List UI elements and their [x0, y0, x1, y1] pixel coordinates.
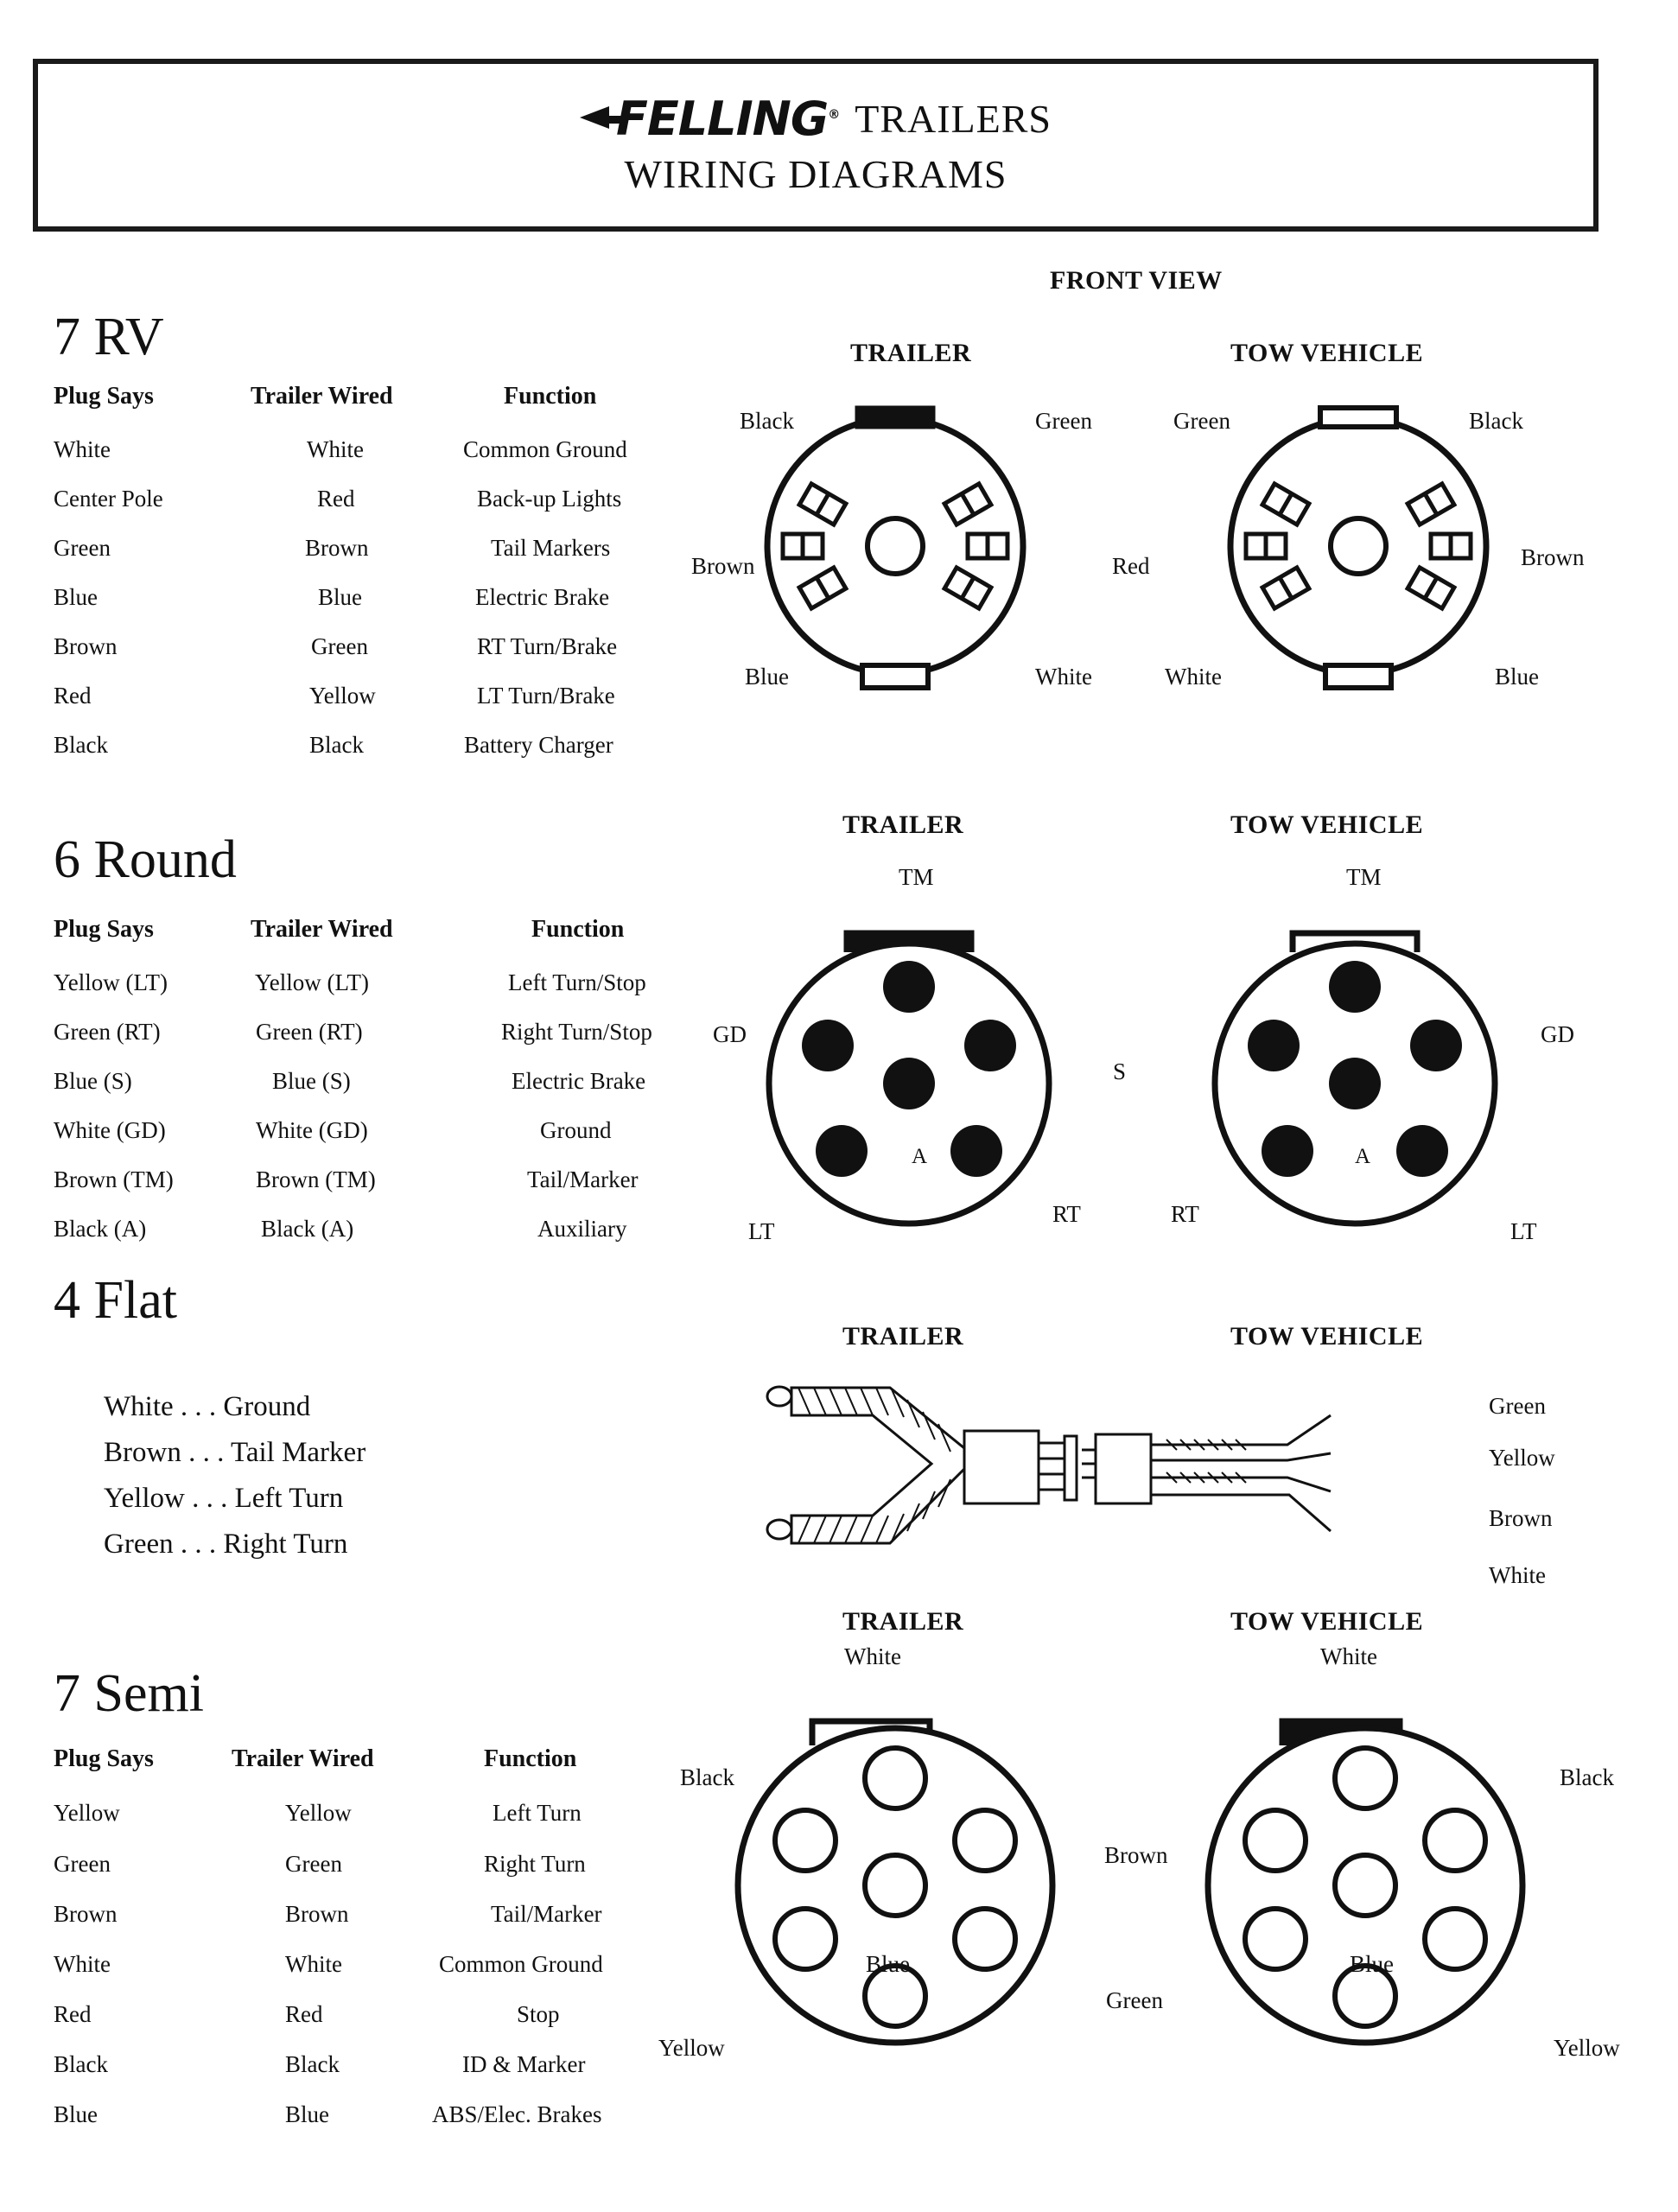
pin-7rv-trailer-bottom-right: White — [1035, 664, 1092, 690]
pin-7s-brown: Brown — [1104, 1842, 1168, 1868]
cell-7s-2-1: Brown — [285, 1901, 349, 1927]
pin-7rv-tow-bottom-right: Blue — [1495, 664, 1539, 690]
pin-6r-tow-a: A — [1355, 1145, 1371, 1168]
cell-7rv-6-1: Black — [309, 732, 364, 758]
header-wiring — [624, 151, 1007, 197]
cell-6r-5-2: Auxiliary — [537, 1216, 627, 1242]
cell-7s-1-0: Green — [54, 1851, 111, 1877]
label-trailer-7semi: TRAILER — [842, 1607, 964, 1636]
cell-7rv-5-2: LT Turn/Brake — [477, 683, 615, 709]
cell-6r-4-0: Brown (TM) — [54, 1166, 174, 1192]
cell-6r-3-0: White (GD) — [54, 1117, 166, 1143]
flat-line-1: Brown . . . Tail Marker — [104, 1437, 366, 1468]
pin-7rv-trailer-bottom-left: Blue — [745, 664, 789, 690]
cell-6r-4-1: Brown (TM) — [256, 1166, 376, 1192]
pin-7s-tow-yellow: Yellow — [1554, 2035, 1620, 2061]
brand-row — [580, 91, 1052, 146]
section-title-4flat: 4 Flat — [54, 1271, 177, 1330]
label-tow-7rv: TOW VEHICLE — [1230, 339, 1424, 367]
cell-7s-6-1: Blue — [285, 2101, 329, 2127]
flat-line-0: White . . . Ground — [104, 1391, 311, 1422]
col-head-function-7rv: Function — [504, 383, 597, 410]
cell-6r-3-1: White (GD) — [256, 1117, 368, 1143]
cell-6r-0-2: Left Turn/Stop — [508, 969, 646, 995]
wire-label-yellow: Yellow — [1489, 1445, 1555, 1471]
cell-7rv-0-1: White — [307, 436, 364, 462]
cell-7s-4-2: Stop — [517, 2001, 560, 2027]
cell-7s-5-0: Black — [54, 2051, 108, 2077]
label-tow-6r: TOW VEHICLE — [1230, 810, 1424, 839]
pin-7rv-trailer-top-left: Black — [740, 408, 794, 434]
cell-7rv-0-2: Common Ground — [463, 436, 627, 462]
cell-7s-0-1: Yellow — [285, 1800, 352, 1826]
felling-logo — [580, 91, 840, 146]
cell-7rv-6-0: Black — [54, 732, 108, 758]
wire-label-white: White — [1489, 1562, 1546, 1588]
cell-7s-6-2: ABS/Elec. Brakes — [432, 2101, 602, 2127]
pin-7s-trailer-black: Black — [680, 1764, 734, 1790]
cell-7rv-1-0: Center Pole — [54, 486, 163, 512]
pin-7s-tow-top: White — [1320, 1643, 1377, 1669]
pin-6r-tow-lt: LT — [1510, 1218, 1537, 1244]
connector-7rv-trailer — [740, 391, 1051, 702]
cell-7rv-5-1: Yellow — [309, 683, 376, 709]
pin-6r-trailer-rt: RT — [1052, 1201, 1081, 1227]
cell-6r-0-0: Yellow (LT) — [54, 969, 168, 995]
col-head-trailer-wired-7s: Trailer Wired — [232, 1745, 374, 1772]
col-head-plug-says-7s: Plug Says — [54, 1745, 154, 1772]
cell-6r-2-2: Electric Brake — [512, 1068, 646, 1094]
col-head-trailer-wired-7rv: Trailer Wired — [251, 383, 393, 410]
cell-7s-2-2: Tail/Marker — [491, 1901, 602, 1927]
pin-7s-trailer-blue: Blue — [866, 1951, 910, 1977]
col-head-function-6r: Function — [531, 916, 625, 943]
cell-7rv-2-1: Brown — [305, 535, 369, 561]
pin-6r-trailer-gd: GD — [713, 1021, 747, 1047]
connector-6round-trailer — [745, 900, 1073, 1246]
cell-6r-1-0: Green (RT) — [54, 1019, 161, 1045]
connector-7semi-trailer — [715, 1685, 1078, 2056]
cell-7rv-3-2: Electric Brake — [475, 584, 610, 610]
cell-7rv-4-1: Green — [311, 633, 368, 659]
header-box — [33, 59, 1599, 232]
col-head-trailer-wired-6r: Trailer Wired — [251, 916, 393, 943]
cell-7rv-1-1: Red — [317, 486, 355, 512]
cell-7rv-5-0: Red — [54, 683, 92, 709]
label-tow-7semi: TOW VEHICLE — [1230, 1607, 1424, 1636]
cell-7s-3-0: White — [54, 1951, 111, 1977]
label-trailer-7rv: TRAILER — [850, 339, 972, 367]
cell-7rv-2-0: Green — [54, 535, 111, 561]
cell-6r-5-1: Black (A) — [261, 1216, 354, 1242]
wire-label-green: Green — [1489, 1393, 1546, 1419]
pin-7s-tow-blue: Blue — [1350, 1951, 1394, 1977]
wire-label-brown: Brown — [1489, 1505, 1553, 1531]
registered-mark: ® — [828, 107, 840, 122]
pin-7rv-trailer-top-right: Green — [1035, 408, 1092, 434]
cell-7s-6-0: Blue — [54, 2101, 98, 2127]
cell-7rv-2-2: Tail Markers — [491, 535, 611, 561]
pin-7rv-trailer-left: Brown — [691, 553, 755, 579]
connector-6round-tow — [1191, 900, 1519, 1246]
cell-7s-4-1: Red — [285, 2001, 323, 2027]
section-title-7semi: 7 Semi — [54, 1664, 204, 1723]
cell-7s-3-1: White — [285, 1951, 342, 1977]
cell-7rv-4-0: Brown — [54, 633, 118, 659]
col-head-function-7s: Function — [484, 1745, 577, 1772]
pin-6r-s: S — [1113, 1058, 1127, 1084]
connector-4flat-harness — [760, 1374, 1452, 1564]
section-title-7rv: 7 RV — [54, 308, 164, 366]
flat-line-2: Yellow . . . Left Turn — [104, 1483, 344, 1514]
front-view-label: FRONT VIEW — [1050, 266, 1223, 295]
pin-6r-trailer-top: TM — [899, 864, 934, 890]
pin-7s-green: Green — [1106, 1987, 1163, 2013]
cell-7s-5-2: ID & Marker — [462, 2051, 586, 2077]
cell-7s-4-0: Red — [54, 2001, 92, 2027]
pin-7s-trailer-top: White — [844, 1643, 901, 1669]
cell-7rv-0-0: White — [54, 436, 111, 462]
col-head-plug-says-7rv: Plug Says — [54, 383, 154, 410]
cell-7rv-3-1: Blue — [318, 584, 362, 610]
col-head-plug-says-6r: Plug Says — [54, 916, 154, 943]
cell-6r-1-2: Right Turn/Stop — [501, 1019, 652, 1045]
pin-6r-tow-rt: RT — [1171, 1201, 1199, 1227]
pin-6r-trailer-lt: LT — [748, 1218, 775, 1244]
cell-7s-0-2: Left Turn — [493, 1800, 582, 1826]
cell-7s-3-2: Common Ground — [439, 1951, 603, 1977]
pin-6r-tow-gd: GD — [1541, 1021, 1574, 1047]
pin-7rv-tow-brown: Brown — [1521, 544, 1585, 570]
label-trailer-6r: TRAILER — [842, 810, 964, 839]
cell-7s-5-1: Black — [285, 2051, 340, 2077]
pin-6r-tow-top: TM — [1346, 864, 1382, 890]
header-trailers-text: TRAILERS — [855, 97, 1052, 141]
cell-6r-3-2: Ground — [540, 1117, 612, 1143]
pin-7rv-tow-top-left: Green — [1173, 408, 1230, 434]
cell-7s-2-0: Brown — [54, 1901, 118, 1927]
connector-7semi-tow — [1185, 1685, 1548, 2056]
cell-6r-5-0: Black (A) — [54, 1216, 147, 1242]
header-trailers — [855, 96, 1052, 142]
cell-6r-2-1: Blue (S) — [272, 1068, 351, 1094]
cell-6r-0-1: Yellow (LT) — [255, 969, 370, 995]
label-trailer-4flat: TRAILER — [842, 1322, 964, 1351]
pin-7s-tow-black: Black — [1560, 1764, 1614, 1790]
cell-6r-1-1: Green (RT) — [256, 1019, 363, 1045]
pin-7s-trailer-yellow: Yellow — [658, 2035, 725, 2061]
pin-6r-trailer-a: A — [912, 1145, 928, 1168]
flat-line-3: Green . . . Right Turn — [104, 1529, 348, 1560]
cell-7s-0-0: Yellow — [54, 1800, 120, 1826]
section-title-6round: 6 Round — [54, 830, 237, 889]
pin-7rv-tow-right: Red — [1112, 553, 1150, 579]
logo-text: FELLING — [616, 91, 829, 146]
header-wiring-text: WIRING DIAGRAMS — [624, 151, 1007, 196]
pin-7rv-tow-top-right: Black — [1469, 408, 1523, 434]
cell-7rv-6-2: Battery Charger — [464, 732, 613, 758]
pin-7rv-tow-bottom-left: White — [1165, 664, 1222, 690]
cell-7rv-1-2: Back-up Lights — [477, 486, 622, 512]
cell-7rv-3-0: Blue — [54, 584, 98, 610]
cell-7rv-4-2: RT Turn/Brake — [477, 633, 618, 659]
cell-7s-1-2: Right Turn — [484, 1851, 586, 1877]
cell-6r-4-2: Tail/Marker — [527, 1166, 639, 1192]
cell-7s-1-1: Green — [285, 1851, 342, 1877]
connector-7rv-tow — [1203, 391, 1514, 702]
label-tow-4flat: TOW VEHICLE — [1230, 1322, 1424, 1351]
cell-6r-2-0: Blue (S) — [54, 1068, 132, 1094]
